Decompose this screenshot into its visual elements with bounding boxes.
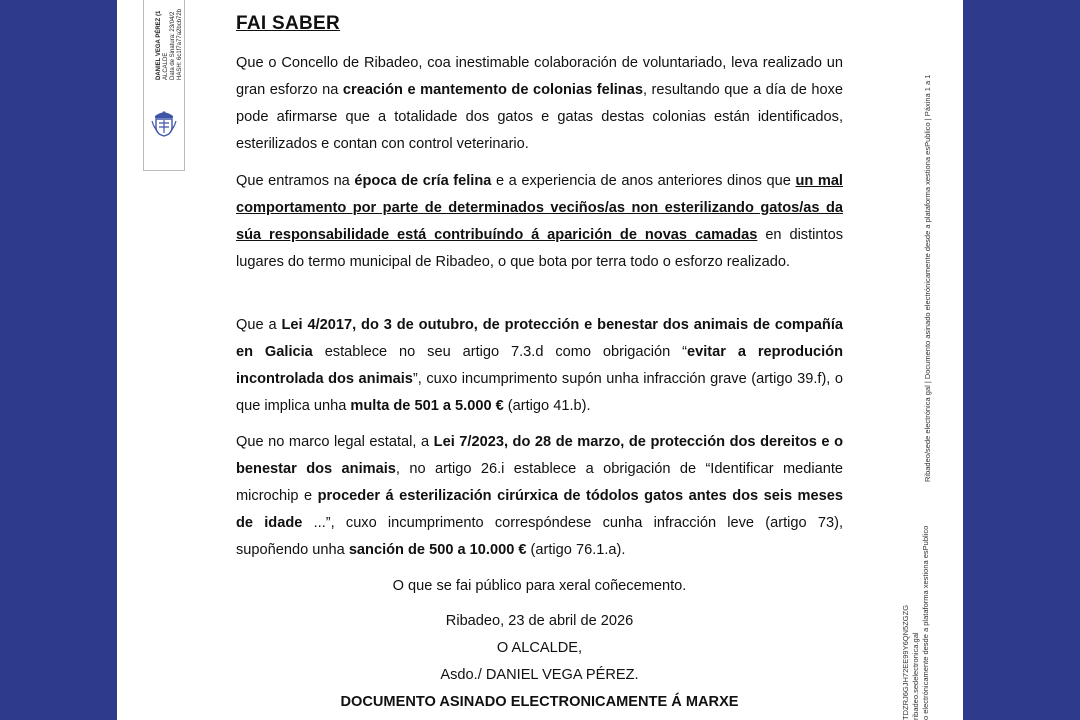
- paragraph-1-segment: Que o Concello de Ribadeo, coa inestimable colaboración de voluntariado, leva realizado un gran esforzo na: [236, 55, 843, 98]
- paragraph-3: [236, 312, 843, 420]
- paragraph-3-segment: multa de 501 a 5.000 €: [350, 398, 504, 414]
- paragraph-4-segment: ...”, cuxo incumprimento correspóndese cunha infracción leve (artigo 73), supoñendo unha: [236, 515, 844, 558]
- paragraph-2-segment: e a experiencia de anos anteriores dinos que: [491, 173, 796, 189]
- signature-note: DOCUMENTO ASINADO ELECTRONICAMENTE Á MARXE: [340, 694, 739, 710]
- place-date: Ribadeo, 23 de abril de 2026: [445, 613, 634, 629]
- page-info-vertical: Ribadeo/sede electrónica gal | Documento asinado electrónicamente desde a plataforma xestiona esPublico | Páxina 1 a 1: [923, 74, 932, 482]
- paragraph-1-segment: creación e mantemento de colonias felinas: [342, 82, 643, 98]
- paragraph-4-segment: proceder á esterilización cirúrxica de tódolos gatos antes dos seis meses de idade: [236, 488, 843, 531]
- paragraph-2-segment: en distintos lugares do termo municipal de Ribadeo, o que bota por terra todo o esforzo realizado.: [236, 227, 843, 270]
- platform-vertical: o electrónicamente desde a plataforma xestiona esPublico: [921, 525, 930, 720]
- council-crest-icon: [149, 108, 179, 138]
- signer-role-margin: ALCALDE: [163, 52, 169, 80]
- heading-fai-saber: FAI SABER: [236, 13, 341, 34]
- paragraph-4: [236, 429, 843, 564]
- signature-stamp-text: [156, 9, 184, 80]
- paragraph-2-segment: un mal comportamento por parte de determinados veciños/as non esterilizando gatos/as da súa responsabilidade está contribuíndo á aparición de novas camadas: [236, 173, 843, 243]
- paragraph-3-segment: evitar a reprodución incontrolada dos animais: [236, 344, 843, 387]
- signer-name-margin: DANIEL VEGA PÉREZ (1: [156, 10, 162, 80]
- paragraph-2: [236, 168, 843, 276]
- paragraph-3-segment: ”, cuxo incumprimento supón unha infracción grave (artigo 39.f), o que implica unha: [236, 371, 843, 414]
- paragraph-4-segment: Que no marco legal estatal, a: [236, 434, 434, 450]
- paragraph-3-segment: (artigo 41.b).: [503, 398, 591, 414]
- verification-code-vertical: TDZRJ6GJH72EE99Y6QN5ZGZG: [901, 604, 910, 720]
- paragraph-2-segment: época de cría felina: [354, 173, 492, 189]
- paragraph-3-segment: establece no seu artigo 7.3.d como obrigación “: [312, 344, 688, 360]
- paragraph-2-segment: Que entramos na: [236, 173, 355, 189]
- paragraph-1: [236, 50, 843, 158]
- paragraph-4-segment: (artigo 76.1.a).: [526, 542, 626, 558]
- signer-name: Asdo./ DANIEL VEGA PÉREZ.: [440, 667, 639, 683]
- paragraph-3-segment: Que a: [236, 317, 282, 333]
- closing-line: O que se fai público para xeral coñecemento.: [392, 578, 687, 594]
- paragraph-4-segment: Lei 7/2023, do 28 de marzo, de protección dos dereitos e o benestar dos animais: [236, 434, 843, 477]
- signature-hash-margin: HASH: 6c1f7a77a2bcb72b: [177, 8, 183, 80]
- document-page: [117, 0, 963, 720]
- paragraph-1-segment: , resultando que a día de hoxe pode afirmarse que a totalidade dos gatos e gatas destas colonias están identificados, esterilizados e contan con control veterinario.: [236, 82, 843, 152]
- paragraph-3-segment: Lei 4/2017, do 3 de outubro, de protección e benestar dos animais de compañía en Galicia: [236, 317, 843, 360]
- sede-url-vertical: ribadeo.sedelectronica.gal: [911, 632, 920, 720]
- signature-date-margin: Data de Sinatura: 23/04/2: [170, 11, 176, 80]
- signature-margin-box: [143, 0, 185, 171]
- signer-title: O ALCALDE,: [496, 640, 583, 656]
- paragraph-4-segment: sanción de 500 a 10.000 €: [348, 542, 527, 558]
- paragraph-4-segment: , no artigo 26.i establece a obrigación de “Identificar mediante microchip e: [236, 461, 843, 504]
